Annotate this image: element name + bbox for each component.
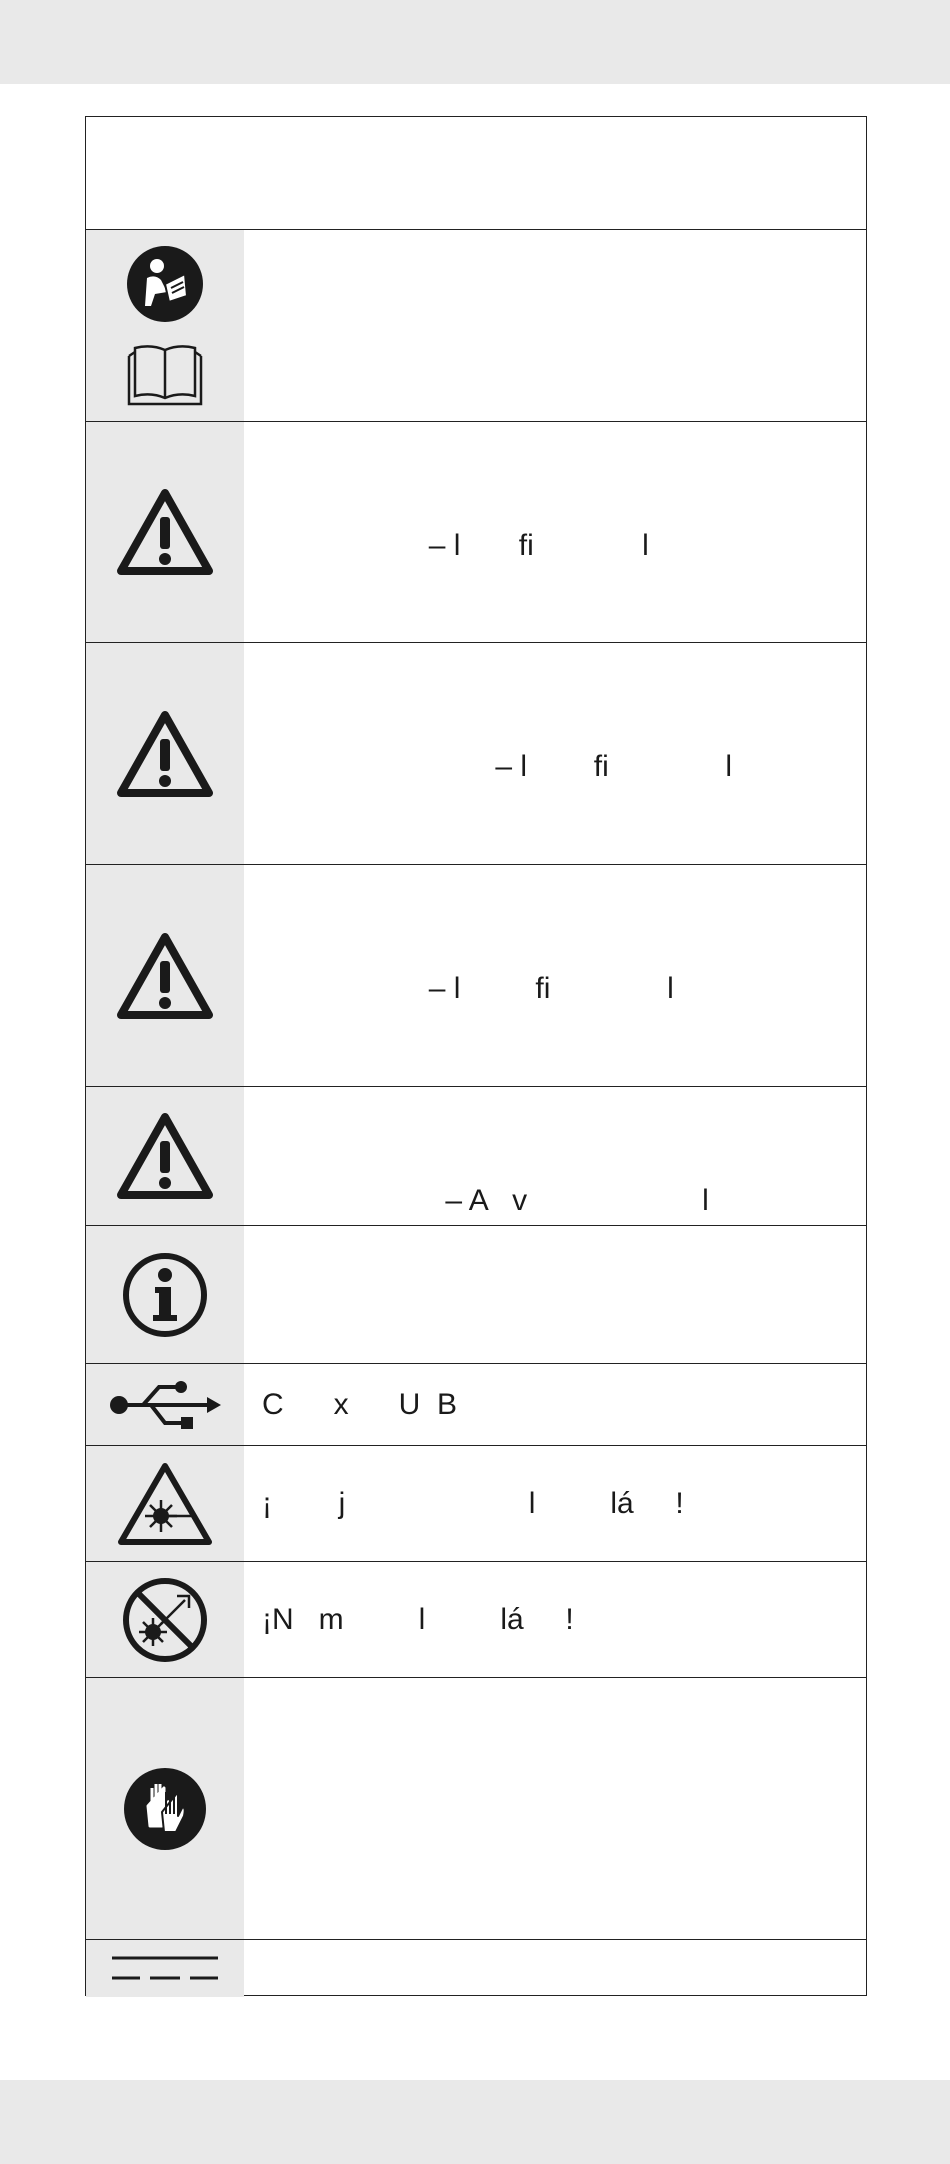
- direct-current-icon: [110, 1952, 220, 1986]
- icon-cell: [86, 230, 244, 421]
- icon-cell: [86, 1364, 244, 1445]
- row-text: [244, 1087, 866, 1225]
- icon-cell: [86, 643, 244, 864]
- legend-row-warning-3: [86, 865, 866, 1087]
- icon-cell: [86, 1087, 244, 1225]
- legend-row-laser-no-stare: [86, 1562, 866, 1678]
- text-line: C x U B: [262, 1387, 458, 1421]
- row-text: [244, 865, 866, 1086]
- text-line: – l fi l: [262, 750, 733, 783]
- warning-icon: [115, 709, 215, 799]
- read-manual-icon: [125, 244, 205, 324]
- text-line: [262, 1918, 846, 1939]
- top-margin-band: [0, 0, 950, 84]
- row-text: [244, 643, 866, 864]
- info-icon: [121, 1251, 209, 1339]
- row-text: [244, 1678, 866, 1939]
- text-line: – A v l: [262, 1184, 709, 1217]
- icon-cell: [86, 1562, 244, 1677]
- icon-cell: [86, 1226, 244, 1363]
- laser-warning-icon: [115, 1460, 215, 1548]
- row-text: [244, 422, 866, 642]
- symbol-legend-table: [85, 116, 867, 1996]
- warning-icon: [115, 1111, 215, 1201]
- row-text: [244, 230, 866, 421]
- icon-cell: [86, 1940, 244, 1997]
- icon-cell: [86, 422, 244, 642]
- no-laser-stare-icon: [121, 1576, 209, 1664]
- manual-book-icon: [123, 342, 207, 408]
- legend-row-laser-caution: [86, 1446, 866, 1562]
- usb-icon: [107, 1379, 223, 1431]
- legend-row-warning-4: [86, 1087, 866, 1226]
- gloves-icon: [122, 1766, 208, 1852]
- legend-row-note: [86, 1226, 866, 1364]
- bottom-margin-band: [0, 2080, 950, 2164]
- icon-cell: [86, 1446, 244, 1561]
- text-line: ¡N m l lá !: [262, 1602, 574, 1636]
- text-line: ¡ j l lá !: [262, 1486, 684, 1520]
- text-line: – l fi l: [262, 972, 674, 1005]
- legend-header-row: [86, 117, 866, 230]
- row-text: [244, 1562, 866, 1677]
- icon-cell: [86, 1678, 244, 1939]
- row-text: [244, 1226, 866, 1363]
- legend-row-usb: [86, 1364, 866, 1446]
- warning-icon: [115, 487, 215, 577]
- legend-row-warning-1: [86, 422, 866, 643]
- legend-row-gloves: [86, 1678, 866, 1940]
- text-line: – l fi l: [262, 529, 649, 562]
- row-text: [244, 1364, 866, 1445]
- row-text: [244, 1940, 866, 1997]
- row-text: [244, 1446, 866, 1561]
- legend-row-warning-2: [86, 643, 866, 865]
- legend-row-read-manual: [86, 230, 866, 422]
- warning-icon: [115, 931, 215, 1021]
- legend-row-dc: [86, 1940, 866, 1997]
- text-line: [262, 1786, 846, 1830]
- icon-cell: [86, 865, 244, 1086]
